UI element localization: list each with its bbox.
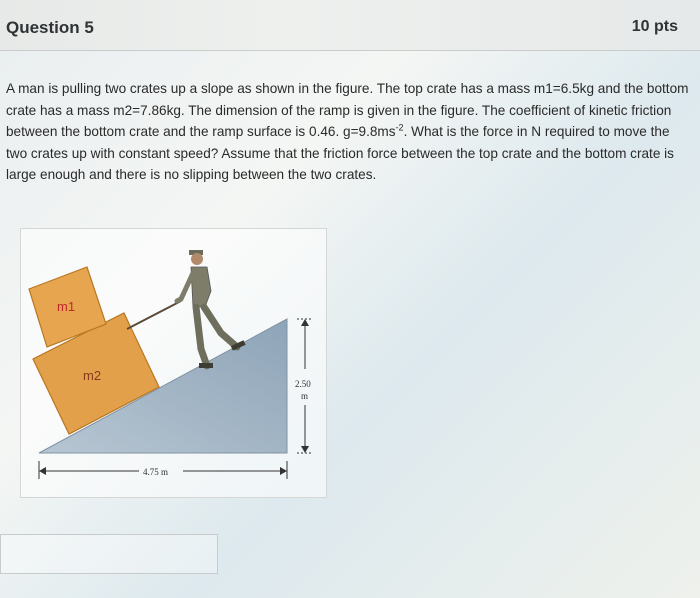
crate-m2-label: m2 [83, 368, 102, 383]
height-value-label: 2.50 [295, 379, 311, 389]
question-text-tail: . What is the force in N required to move the two crates up with constant speed? Assume that the friction force between the top crate and the bottom crate is large enough and there is no slipping between the two crates. [6, 124, 674, 182]
crate-m1-label: m1 [57, 299, 76, 314]
height-unit-label: m [301, 391, 309, 401]
question-title: Question 5 [6, 18, 94, 37]
question-text-main: A man is pulling two crates up a slope as shown in the figure. The top crate has a mass m1=6.5kg and the bottom crate has a mass m2=7.86kg. The dimension of the ramp is given in the figure. The coefficient of kinetic friction between the bottom crate and the ramp surface is 0.46. g=9.8ms [6, 81, 689, 139]
ramp-figure-svg [21, 229, 326, 497]
rope [127, 301, 181, 329]
ramp-figure [20, 228, 327, 498]
question-header [0, 0, 700, 51]
answer-input[interactable] [0, 534, 218, 574]
question-points: 10 pts [631, 18, 678, 35]
question-text [6, 78, 694, 186]
question-text-exponent: -2 [395, 122, 404, 133]
base-length-label: 4.75 m [143, 467, 169, 477]
